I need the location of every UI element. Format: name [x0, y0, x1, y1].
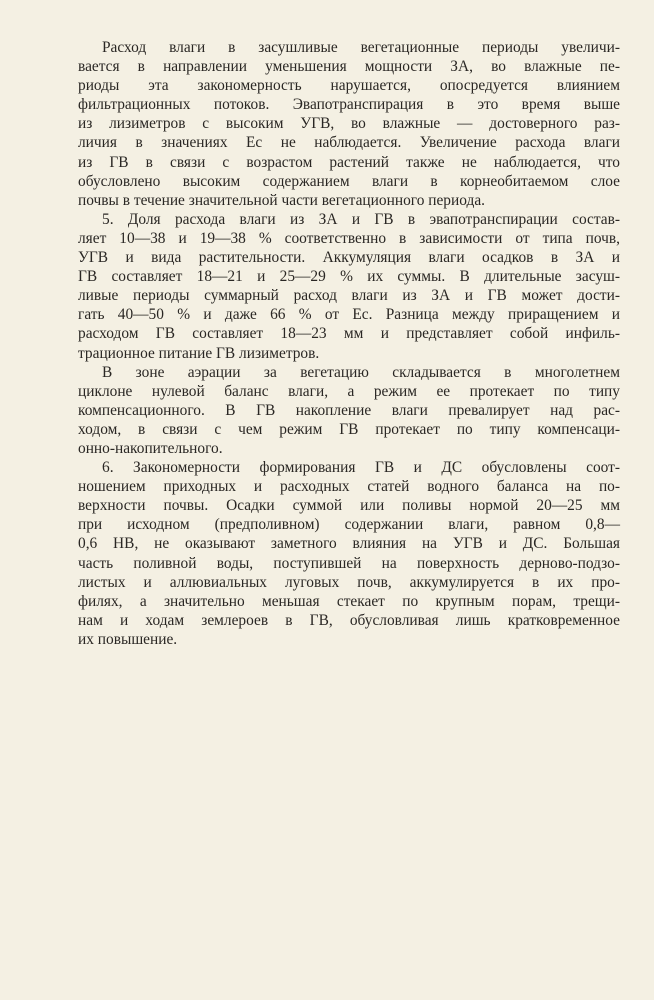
- text-line: при исходном (предполивном) содержании влаги, равном 0,8—: [78, 516, 620, 534]
- text-line: циклоне нулевой баланс влаги, а режим ее протекает по типу: [78, 382, 620, 400]
- text-line: гать 40—50 % и даже 66 % от Eс. Разница между приращением и: [78, 306, 620, 324]
- text-line: 0,6 НВ, не оказывают заметного влияния на УГВ и ДС. Большая: [78, 535, 620, 553]
- paragraph-5: [78, 210, 620, 363]
- text-line: листых и аллювиальных луговых почв, аккумулируется в их про-: [78, 573, 620, 591]
- text-line: часть поливной воды, поступившей на поверхность дерново-подзо-: [78, 554, 620, 572]
- text-line: компенсационного. В ГВ накопление влаги превалирует над рас-: [78, 401, 620, 419]
- paragraph-6: [78, 458, 620, 649]
- text-line: Расход влаги в засушливые вегетационные периоды увеличи-: [102, 39, 620, 56]
- text-line: обусловлено высоким содержанием влаги в корнеобитаемом слое: [78, 172, 620, 190]
- text-line: верхности почвы. Осадки суммой или поливы нормой 20—25 мм: [78, 497, 620, 515]
- text-line: ходом, в связи с чем режим ГВ протекает по типу компенсаци-: [78, 420, 620, 438]
- text-line: расходом ГВ составляет 18—23 мм и представляет собой инфиль-: [78, 325, 620, 343]
- text-line: из лизиметров с высоким УГВ, во влажные — достоверного раз-: [78, 115, 620, 133]
- text-line: личия в значениях Eс не наблюдается. Увеличение расхода влаги: [78, 134, 620, 152]
- text-line: фильтрационных потоков. Эвапотранспирация в это время выше: [78, 96, 620, 114]
- text-line: В зоне аэрации за вегетацию складывается в многолетнем: [102, 363, 620, 381]
- text-line: ляет 10—38 и 19—38 % соответственно в зависимости от типа почв,: [78, 229, 620, 247]
- paragraph-aeration: [78, 363, 620, 458]
- text-line: риоды эта закономерность нарушается, опосредуется влиянием: [78, 77, 620, 95]
- body-text: [78, 38, 620, 649]
- text-line: ливые периоды суммарный расход влаги из ЗА и ГВ может дости-: [78, 287, 620, 305]
- text-line: УГВ и вида растительности. Аккумуляция влаги осадков в ЗА и: [78, 249, 620, 267]
- text-line: нам и ходам землероев в ГВ, обусловливая лишь кратковременное: [78, 611, 620, 629]
- text-line: ношением приходных и расходных статей водного баланса на по-: [78, 478, 620, 496]
- text-line: почвы в течение значительной части вегетационного периода.: [78, 191, 485, 209]
- text-line: 5. Доля расхода влаги из ЗА и ГВ в эвапотранспирации состав-: [102, 210, 620, 228]
- text-line: из ГВ в связи с возрастом растений также не наблюдается, что: [78, 153, 620, 171]
- text-line: вается в направлении уменьшения мощности ЗА, во влажные пе-: [78, 58, 620, 76]
- paragraph-1: [78, 38, 620, 210]
- text-line: филях, а значительно меньшая стекает по крупным порам, трещи-: [78, 592, 620, 610]
- text-line: их повышение.: [78, 630, 178, 648]
- text-line: онно-накопительного.: [78, 439, 223, 457]
- text-line: ГВ составляет 18—21 и 25—29 % их суммы. В длительные засуш-: [78, 268, 620, 286]
- text-line: 6. Закономерности формирования ГВ и ДС обусловлены соот-: [102, 459, 620, 477]
- text-line: трационное питание ГВ лизиметров.: [78, 344, 320, 362]
